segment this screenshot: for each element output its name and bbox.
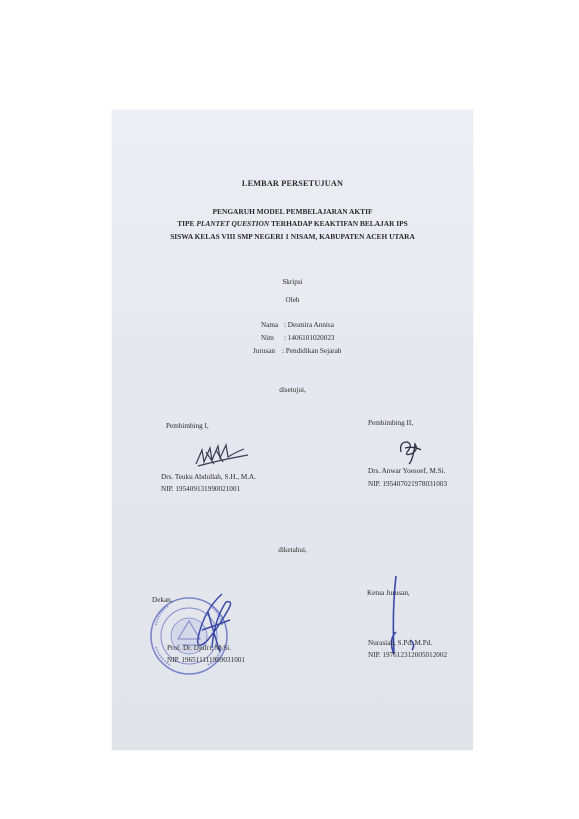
student-nim-label: Nim [261,334,274,342]
pembimbing-1-label: Pembimbing I, [166,422,209,430]
thesis-title-line-2-prefix: TIPE [177,219,197,228]
student-nim-value: : 1406101020023 [284,334,335,342]
dekan-nip: NIP. 196511111989031001 [167,656,245,664]
document-title: LEMBAR PERSETUJUAN [241,179,344,188]
diketahui-label: diketahui, [278,546,307,554]
pembimbing-1-signature [192,440,250,470]
pembimbing-2-signature [395,434,425,466]
ketua-jurusan-label: Ketua Jurusan, [367,589,410,597]
pembimbing-2-label: Pembimbing II, [368,419,414,427]
disetujui-label: disetujui, [279,386,306,394]
pembimbing-1-name: Drs. Teuku Abdullah, S.H., M.A. [161,473,256,481]
pembimbing-2-nip: NIP. 195407021978031003 [368,480,448,488]
student-name-value: : Desmira Annisa [284,321,334,329]
document-page [112,110,473,750]
ketua-jurusan-name: Nurasiah, S.Pd.,M.Pd. [368,639,433,647]
thesis-title-line-3: SISWA KELAS VIII SMP NEGERI 1 NISAM, KABUPATEN ACEH UTARA [170,232,415,241]
pembimbing-2-name: Drs. Anwar Yoesoef, M.Si. [368,467,446,475]
student-jurusan-label: Jurusan [253,347,275,355]
ketua-jurusan-nip: NIP. 197612312005012002 [368,651,448,659]
thesis-title-line-1: PENGARUH MODEL PEMBELAJARAN AKTIF [212,207,373,216]
skripsi-label: Skripsi [282,278,303,286]
student-jurusan-value: : Pendidikan Sejarah [282,347,342,355]
thesis-title-line-2 [112,219,473,228]
thesis-title-line-2-suffix: TERHADAP KEAKTIFAN BELAJAR IPS [269,219,408,228]
dekan-label: Dekan, [152,596,173,604]
pembimbing-1-nip: NIP. 195409131990021001 [161,485,241,493]
student-name-label: Nama [261,321,279,329]
oleh-label: Oleh [285,296,300,304]
thesis-title-line-2-italic: PLANTET QUESTION [196,219,270,228]
dekan-name: Prof. Dr. Djufri, M.Si. [167,644,231,652]
